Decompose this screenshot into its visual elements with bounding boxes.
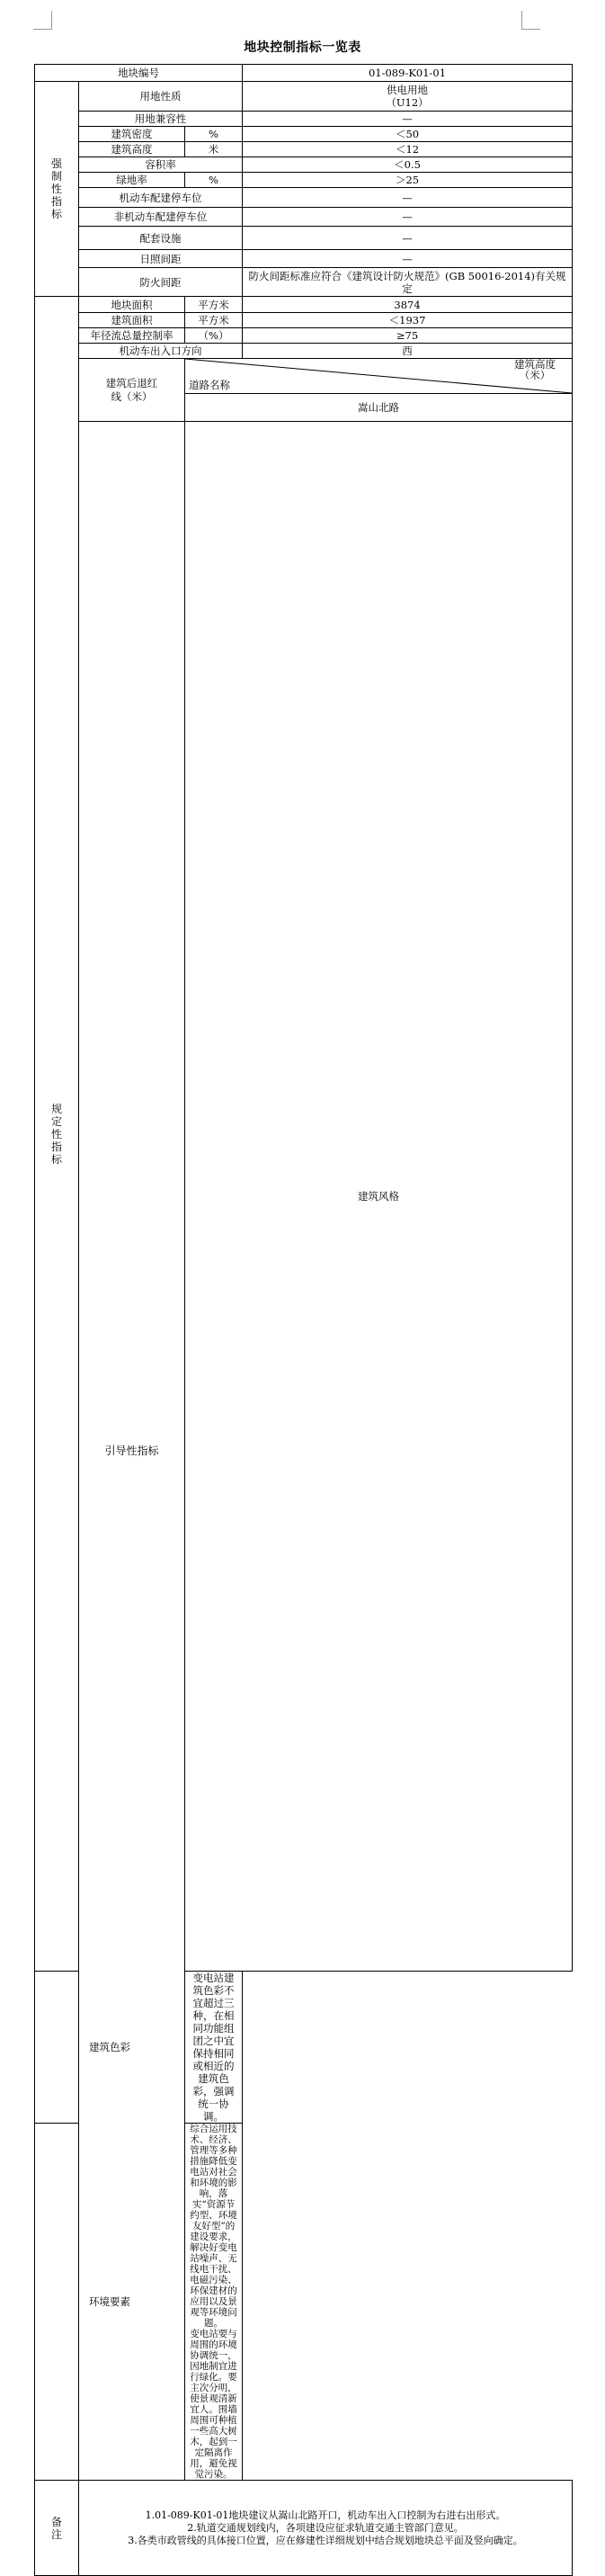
row-value: 变电站建筑色彩不宜超过三种，在相同功能组团之中宜保持相同或相近的建筑色彩，强调统一协调。 — [185, 1972, 243, 2124]
row-label: 环境要素 — [35, 2124, 185, 2481]
table-row — [35, 65, 573, 82]
remark-item: 1.01-089-K01-01地块建议从嵩山北路开口，机动车出入口控制为右进右出形式。 — [145, 2509, 506, 2521]
table-row — [35, 268, 573, 297]
table-row — [35, 127, 573, 142]
setback-label — [79, 359, 185, 422]
row-value: ＜1937 — [243, 313, 573, 328]
row-unit: 米 — [185, 142, 243, 157]
land-use-value: 供电用地 — [387, 84, 429, 96]
row-label: 容积率 — [79, 157, 243, 173]
table-row — [35, 250, 573, 268]
remarks-label: 备注 — [50, 2515, 62, 2541]
setback-label-text: 建筑后退红线（米） — [105, 376, 158, 403]
row-label: 建筑风格 — [185, 422, 573, 1972]
row-value: — — [243, 208, 573, 227]
row-value — [243, 82, 573, 112]
row-unit: （%） — [185, 328, 243, 344]
row-label: 用地兼容性 — [79, 112, 243, 127]
table-row — [35, 142, 573, 157]
table-row — [35, 208, 573, 227]
row-value: 防火间距标准应符合《建筑设计防火规范》(GB 50016-2014)有关规定 — [243, 268, 573, 297]
remark-item: 3.各类市政管线的具体接口位置，应在修建性详细规划中结合规划地块总平面及竖向确定。 — [128, 2534, 523, 2546]
building-height-header: 建筑高度（米） — [514, 358, 556, 381]
parcel-id-label: 地块编号 — [35, 65, 243, 82]
row-unit: % — [185, 173, 243, 188]
control-index-table — [34, 64, 573, 2576]
road-name-header: 道路名称 — [189, 379, 230, 391]
row-label: 绿地率 — [79, 173, 185, 188]
environment-text-1: 综合运用技术、经济、管理等多种措施降低变电站对社会和环境的影响，落实“资源节约型、环境友好型”的建设要求，解决好变电站噪声、无线电干扰、电磁污染、环保建材的应用以及景观等环境问题。 — [190, 2124, 237, 2329]
row-label: 建筑密度 — [79, 127, 185, 142]
row-value — [185, 2124, 243, 2481]
row-label: 建筑面积 — [79, 313, 185, 328]
row-value: — — [243, 250, 573, 268]
row-label: 配套设施 — [79, 227, 243, 250]
crop-mark-top-left — [33, 11, 52, 30]
row-unit: % — [185, 127, 243, 142]
row-label: 防火间距 — [79, 268, 243, 297]
row-value: ≥75 — [243, 328, 573, 344]
table-row — [35, 188, 573, 208]
row-label: 日照间距 — [79, 250, 243, 268]
row-unit: 平方米 — [185, 297, 243, 313]
table-row — [35, 359, 573, 394]
row-label: 非机动车配建停车位 — [79, 208, 243, 227]
category-remarks — [35, 2481, 79, 2576]
row-value: ＜50 — [243, 127, 573, 142]
category-mandatory: 强制性指标 — [35, 82, 79, 297]
row-unit: 平方米 — [185, 313, 243, 328]
row-label: 机动车出入口方向 — [79, 344, 243, 359]
land-use-code: （U12） — [386, 96, 429, 109]
row-label: 建筑高度 — [79, 142, 185, 157]
remark-item: 2.轨道交通规划线内，各项建设应征求轨道交通主管部门意见。 — [187, 2521, 464, 2534]
category-guidance: 引导性指标 — [79, 422, 185, 2481]
table-row — [35, 313, 573, 328]
row-value: ＞25 — [243, 173, 573, 188]
remarks-content — [79, 2481, 573, 2576]
page-title: 地块控制指标一览表 — [244, 40, 361, 55]
row-value: 3874 — [243, 297, 573, 313]
parcel-id-value: 01-089-K01-01 — [243, 65, 573, 82]
table-row — [35, 344, 573, 359]
row-label: 建筑色彩 — [35, 1972, 185, 2124]
table-row — [35, 112, 573, 127]
row-value: ＜0.5 — [243, 157, 573, 173]
road-name: 嵩山北路 — [185, 394, 573, 422]
table-row — [35, 328, 573, 344]
row-label: 用地性质 — [79, 82, 243, 112]
table-row — [35, 82, 573, 112]
table-row — [35, 173, 573, 188]
row-value: — — [243, 188, 573, 208]
table-row — [35, 2124, 573, 2481]
row-value: — — [243, 112, 573, 127]
environment-text-2: 变电站要与周围的环境协调统一，因地制宜进行绿化。要主次分明，使景观清新宜人。围墙周围可种植一些高大树木，起到一定隔离作用，避免视觉污染。 — [190, 2329, 237, 2480]
row-value: ＜12 — [243, 142, 573, 157]
table-row — [35, 2481, 573, 2576]
row-label: 年径流总量控制率 — [79, 328, 185, 344]
row-label: 机动车配建停车位 — [79, 188, 243, 208]
category-regulatory: 规定性指标 — [35, 297, 79, 1972]
row-value: — — [243, 227, 573, 250]
row-value: 西 — [243, 344, 573, 359]
table-row — [35, 422, 573, 1972]
row-label: 地块面积 — [79, 297, 185, 313]
table-row — [35, 297, 573, 313]
table-row — [35, 1972, 573, 2124]
crop-mark-top-right — [521, 11, 540, 30]
table-row — [35, 227, 573, 250]
setback-diagonal-header — [185, 359, 573, 394]
table-row — [35, 157, 573, 173]
